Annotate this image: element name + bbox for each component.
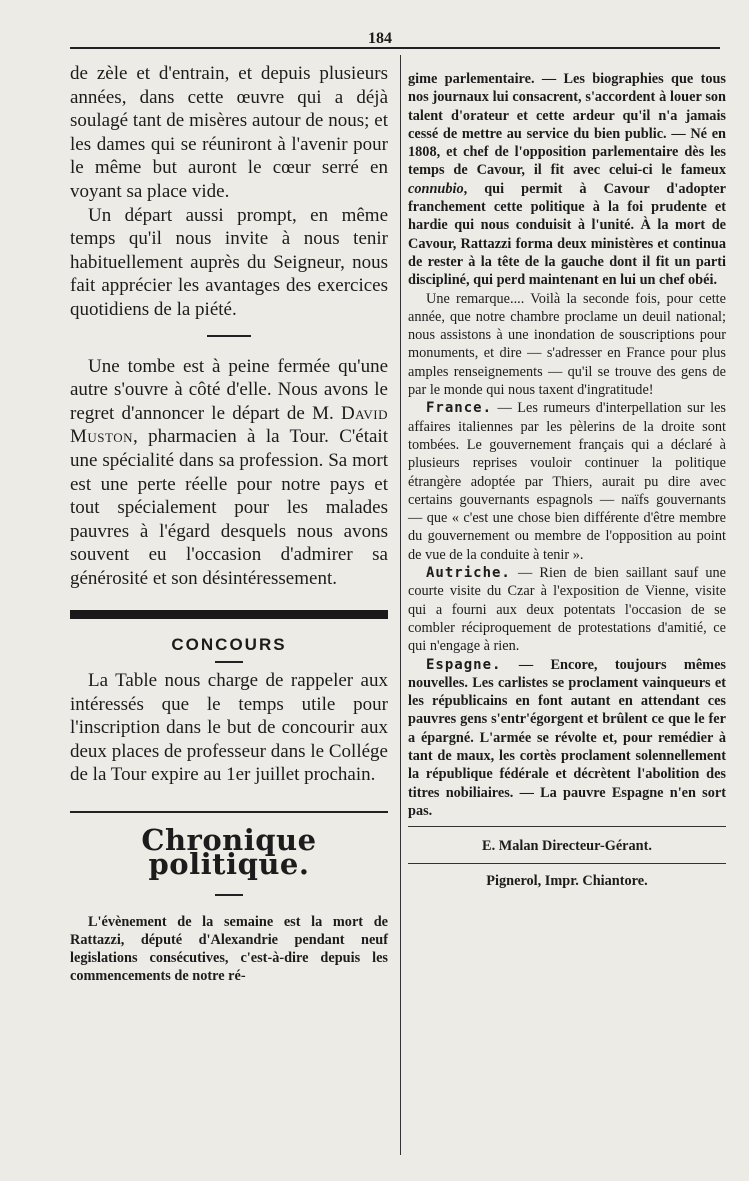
- signature-rule: [408, 826, 726, 827]
- section-separator: [207, 335, 251, 337]
- rattazzi-text: gime parlementaire. — Les biographies que tous nos journaux lui consacrent, s'accordent à louer son talent d'orateur et cette ardeur qu'il n'a jamais cessé de mettre au service du bien public. — Né en 1808, et chef de l'opposition parlementaire dès les temps de Cavour, il fit avec celui-ci le fameux: [408, 71, 726, 179]
- column-divider: [400, 55, 401, 1155]
- espagne-paragraph: [408, 656, 726, 821]
- page-number: 184: [368, 30, 392, 47]
- autriche-label: Autriche.: [426, 565, 511, 582]
- right-column: [408, 70, 726, 891]
- autriche-paragraph: [408, 564, 726, 655]
- concours-separator: [215, 661, 243, 663]
- espagne-text: — Encore, toujours mêmes nouvelles. Les carlistes se proclament vainqueurs et les républicains en font autant en attendant ces pauvres gens s'entr'égorgent et brûlent ce que le fer a épargné. L'armée se révolte et, pour remédier à tant de maux, les cortès proclament solennellement la république fédérale et décrètent l'abolition des titres nobiliaires. — La pauvre Espagne n'en sort pas.: [408, 656, 726, 819]
- obituary-text-after: , pharmacien à la Tour. C'était une spécialité dans sa profession. Sa mort est une perte réelle pour notre pays et tout spécialement pour les malades pauvres à l'égard desquels nous avons souvent eu l'occasion d'admirer sa générosité et son désintéressement.: [70, 426, 388, 589]
- right-paragraph-1: [408, 70, 726, 290]
- autriche-text: — Rien de bien saillant sauf une courte visite du Czar à l'exposition de Vienne, visite qui a fourni aux deux potentats l'occasion de se combler réciproquement de protestations d'amitié, ce qui n'engage à rien.: [408, 565, 726, 655]
- obituary-text-before: Une tombe est à peine fermée qu'une autre s'ouvre à côté d'elle. Nous avons le regret d'annoncer le départ de M.: [70, 355, 388, 424]
- chronique-separator: [215, 894, 243, 896]
- left-paragraph-1: de zèle et d'entrain, et depuis plusieurs années, dans cette œuvre qui a déjà soulagé tant de misères autour de nous; et les dames qui se réuniront à l'avenir pour le même but auront le cœur serré en voyant sa place vide.: [70, 63, 388, 202]
- left-column: [70, 62, 388, 985]
- chronique-top-rule: [70, 811, 388, 813]
- signature: E. Malan Directeur-Gérant.: [482, 838, 652, 855]
- chronique-paragraph: L'évènement de la semaine est la mort de Rattazzi, député d'Alexandrie pendant neuf legislations consécutives, c'est-à-dire depuis les commencements de notre ré-: [70, 914, 388, 984]
- header-rule: [70, 47, 720, 49]
- france-label: France.: [426, 400, 493, 417]
- france-paragraph: [408, 399, 726, 564]
- concours-heading: CONCOURS: [171, 635, 287, 655]
- chronique-heading: Chronique politique.: [141, 823, 317, 881]
- connubio-italic: connubio: [408, 180, 464, 197]
- heavy-divider-bar: [70, 610, 388, 619]
- right-paragraph-2: Une remarque.... Voilà la seconde fois, pour cette année, que notre chambre proclame un deuil national; nous assistons à une inondation de souscriptions pour monuments, et dire — s'adresser en France pour plus amples renseignements — qu'il se trouve des gens de par le monde qui nous taxent d'ingratitude!: [408, 290, 726, 399]
- left-paragraph-2: Un départ aussi prompt, en même temps qu'il nous invite à nous tenir habituellement auprès du Seigneur, nous fait apprécier les avantages des exercices quotidiens de la piété.: [70, 204, 388, 320]
- left-paragraph-3: [70, 355, 388, 591]
- espagne-label: Espagne.: [426, 656, 502, 673]
- france-text: — Les rumeurs d'interpellation sur les affaires italiennes par les pèlerins de la droite sont tombées. Le gouvernement français qui a déclaré à plusieurs reprises vouloir continuer la politique étrangère adoptée par Thiers, aurait pu dire avec certains gouvernants espagnols — naïfs gouvernants — que « c'est une chose bien différente d'être membre du gouvernement ou membre de l'opposition au point de vue de la conduite à tenir ».: [408, 400, 726, 563]
- concours-paragraph: La Table nous charge de rappeler aux intéressés que le temps utile pour l'inscription dans le but de concourir aux deux places de professeur dans le Collége de la Tour expire au 1er juillet prochain.: [70, 670, 388, 786]
- rattazzi-text-after: , qui permit à Cavour d'adopter franchement cette politique à la foi prudente et hardie qui nous conduisit à l'unité. À la mort de Cavour, Rattazzi forma deux ministères et continua de rester à la tête de la gauche dont il fit un parti discipliné, qui perd maintenant en lui un chef obéi.: [408, 180, 726, 289]
- footer-rule: [408, 863, 726, 864]
- obituary-name: David Muston: [70, 402, 388, 448]
- printer-imprint: Pignerol, Impr. Chiantore.: [486, 873, 648, 890]
